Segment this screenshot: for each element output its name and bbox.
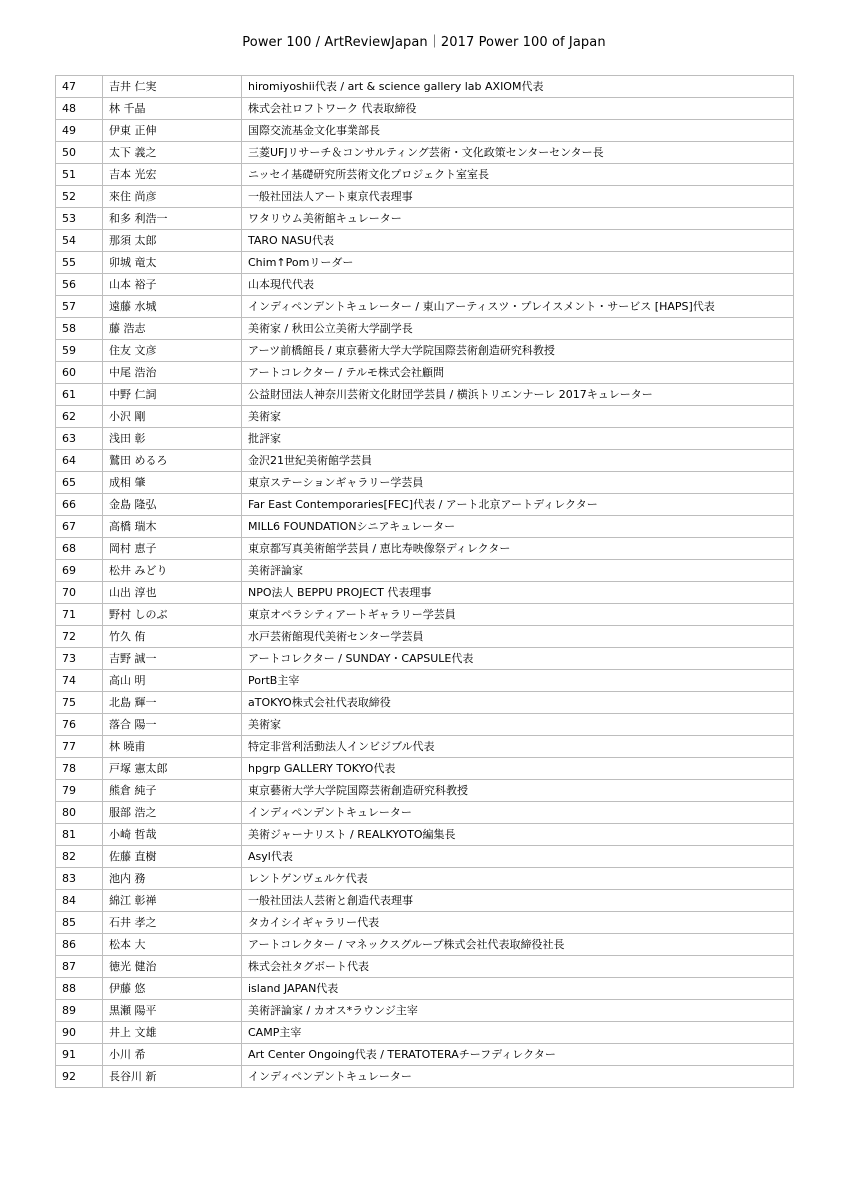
rank-cell: 51 xyxy=(56,164,103,186)
name-cell: 山本 裕子 xyxy=(103,274,242,296)
rank-cell: 69 xyxy=(56,560,103,582)
position-cell: aTOKYO株式会社代表取締役 xyxy=(242,692,794,714)
table-row xyxy=(56,406,794,428)
rank-cell: 91 xyxy=(56,1044,103,1066)
table-row xyxy=(56,956,794,978)
table-row xyxy=(56,934,794,956)
name-cell: 池内 務 xyxy=(103,868,242,890)
table-row xyxy=(56,890,794,912)
name-cell: 高山 明 xyxy=(103,670,242,692)
table-row xyxy=(56,274,794,296)
position-cell: Chim↑Pomリーダー xyxy=(242,252,794,274)
position-cell: hpgrp GALLERY TOKYO代表 xyxy=(242,758,794,780)
rank-cell: 59 xyxy=(56,340,103,362)
table-row xyxy=(56,670,794,692)
rank-cell: 83 xyxy=(56,868,103,890)
name-cell: 中野 仁詞 xyxy=(103,384,242,406)
rank-cell: 67 xyxy=(56,516,103,538)
name-cell: 來住 尚彦 xyxy=(103,186,242,208)
table-row xyxy=(56,1000,794,1022)
rank-cell: 73 xyxy=(56,648,103,670)
table-row xyxy=(56,978,794,1000)
name-cell: 那須 太郎 xyxy=(103,230,242,252)
table-row xyxy=(56,912,794,934)
rank-cell: 82 xyxy=(56,846,103,868)
rank-cell: 56 xyxy=(56,274,103,296)
position-cell: インディペンデントキュレーター / 東山アーティスツ・プレイスメント・サービス [HAPS]代表 xyxy=(242,296,794,318)
name-cell: 徳光 健治 xyxy=(103,956,242,978)
position-cell: 美術家 / 秋田公立美術大学副学長 xyxy=(242,318,794,340)
position-cell: Asyl代表 xyxy=(242,846,794,868)
rank-cell: 71 xyxy=(56,604,103,626)
name-cell: 小沢 剛 xyxy=(103,406,242,428)
position-cell: 東京オペラシティアートギャラリー学芸員 xyxy=(242,604,794,626)
position-cell: Far East Contemporaries[FEC]代表 / アート北京アートディレクター xyxy=(242,494,794,516)
position-cell: 美術評論家 / カオス*ラウンジ主宰 xyxy=(242,1000,794,1022)
rank-cell: 64 xyxy=(56,450,103,472)
rank-cell: 68 xyxy=(56,538,103,560)
position-cell: 株式会社ロフトワーク 代表取締役 xyxy=(242,98,794,120)
position-cell: タカイシイギャラリー代表 xyxy=(242,912,794,934)
name-cell: 浅田 彰 xyxy=(103,428,242,450)
rank-cell: 65 xyxy=(56,472,103,494)
name-cell: 井上 文雄 xyxy=(103,1022,242,1044)
rank-cell: 87 xyxy=(56,956,103,978)
position-cell: 金沢21世紀美術館学芸員 xyxy=(242,450,794,472)
table-row xyxy=(56,98,794,120)
table-row xyxy=(56,736,794,758)
name-cell: 落合 陽一 xyxy=(103,714,242,736)
name-cell: 卯城 竜太 xyxy=(103,252,242,274)
table-row xyxy=(56,714,794,736)
rank-cell: 62 xyxy=(56,406,103,428)
position-cell: 一般社団法人芸術と創造代表理事 xyxy=(242,890,794,912)
table-row xyxy=(56,428,794,450)
position-cell: hiromiyoshii代表 / art & science gallery lab AXIOM代表 xyxy=(242,76,794,98)
rank-cell: 58 xyxy=(56,318,103,340)
rank-cell: 54 xyxy=(56,230,103,252)
rank-cell: 70 xyxy=(56,582,103,604)
name-cell: 中尾 浩治 xyxy=(103,362,242,384)
position-cell: PortB主宰 xyxy=(242,670,794,692)
table-row xyxy=(56,186,794,208)
table-row xyxy=(56,362,794,384)
position-cell: アーツ前橋館長 / 東京藝術大学大学院国際芸術創造研究科教授 xyxy=(242,340,794,362)
name-cell: 高橋 瑞木 xyxy=(103,516,242,538)
rank-cell: 61 xyxy=(56,384,103,406)
position-cell: 美術ジャーナリスト / REALKYOTO編集長 xyxy=(242,824,794,846)
rank-cell: 53 xyxy=(56,208,103,230)
name-cell: 林 千晶 xyxy=(103,98,242,120)
rank-cell: 60 xyxy=(56,362,103,384)
name-cell: 吉野 誠一 xyxy=(103,648,242,670)
position-cell: 東京都写真美術館学芸員 / 恵比寿映像祭ディレクター xyxy=(242,538,794,560)
position-cell: 山本現代代表 xyxy=(242,274,794,296)
name-cell: 吉井 仁実 xyxy=(103,76,242,98)
table-row xyxy=(56,384,794,406)
table-row xyxy=(56,648,794,670)
name-cell: 吉本 光宏 xyxy=(103,164,242,186)
name-cell: 藤 浩志 xyxy=(103,318,242,340)
table-row xyxy=(56,208,794,230)
rank-cell: 89 xyxy=(56,1000,103,1022)
rank-cell: 55 xyxy=(56,252,103,274)
rank-cell: 92 xyxy=(56,1066,103,1088)
name-cell: 山出 淳也 xyxy=(103,582,242,604)
position-cell: island JAPAN代表 xyxy=(242,978,794,1000)
table-row xyxy=(56,164,794,186)
rank-cell: 72 xyxy=(56,626,103,648)
table-row xyxy=(56,1022,794,1044)
table-row xyxy=(56,296,794,318)
name-cell: 松本 大 xyxy=(103,934,242,956)
name-cell: 林 曉甫 xyxy=(103,736,242,758)
rank-cell: 47 xyxy=(56,76,103,98)
ranking-table-body xyxy=(56,76,794,1088)
table-row xyxy=(56,582,794,604)
position-cell: Art Center Ongoing代表 / TERATOTERAチーフディレクター xyxy=(242,1044,794,1066)
position-cell: MILL6 FOUNDATIONシニアキュレーター xyxy=(242,516,794,538)
rank-cell: 81 xyxy=(56,824,103,846)
table-row xyxy=(56,1044,794,1066)
table-row xyxy=(56,604,794,626)
name-cell: 戸塚 憲太郎 xyxy=(103,758,242,780)
name-cell: 成相 肇 xyxy=(103,472,242,494)
rank-cell: 84 xyxy=(56,890,103,912)
name-cell: 綿江 彰禅 xyxy=(103,890,242,912)
position-cell: 特定非営利活動法人インビジブル代表 xyxy=(242,736,794,758)
rank-cell: 48 xyxy=(56,98,103,120)
table-row xyxy=(56,824,794,846)
table-row xyxy=(56,494,794,516)
rank-cell: 50 xyxy=(56,142,103,164)
table-row xyxy=(56,230,794,252)
rank-cell: 85 xyxy=(56,912,103,934)
table-row xyxy=(56,76,794,98)
name-cell: 太下 義之 xyxy=(103,142,242,164)
table-row xyxy=(56,142,794,164)
table-row xyxy=(56,868,794,890)
rank-cell: 78 xyxy=(56,758,103,780)
rank-cell: 77 xyxy=(56,736,103,758)
rank-cell: 66 xyxy=(56,494,103,516)
name-cell: 石井 孝之 xyxy=(103,912,242,934)
table-row xyxy=(56,340,794,362)
name-cell: 和多 利浩一 xyxy=(103,208,242,230)
name-cell: 伊藤 悠 xyxy=(103,978,242,1000)
position-cell: インディペンデントキュレーター xyxy=(242,802,794,824)
table-row xyxy=(56,692,794,714)
table-row xyxy=(56,560,794,582)
position-cell: 批評家 xyxy=(242,428,794,450)
table-row xyxy=(56,758,794,780)
position-cell: 三菱UFJリサーチ＆コンサルティング芸術・文化政策センターセンター長 xyxy=(242,142,794,164)
name-cell: 佐藤 直樹 xyxy=(103,846,242,868)
position-cell: ワタリウム美術館キュレーター xyxy=(242,208,794,230)
position-cell: 東京ステーションギャラリー学芸員 xyxy=(242,472,794,494)
name-cell: 鷲田 めるろ xyxy=(103,450,242,472)
table-row xyxy=(56,538,794,560)
rank-cell: 88 xyxy=(56,978,103,1000)
position-cell: 美術家 xyxy=(242,406,794,428)
rank-cell: 90 xyxy=(56,1022,103,1044)
position-cell: ニッセイ基礎研究所芸術文化プロジェクト室室長 xyxy=(242,164,794,186)
table-row xyxy=(56,120,794,142)
name-cell: 住友 文彦 xyxy=(103,340,242,362)
name-cell: 小崎 哲哉 xyxy=(103,824,242,846)
position-cell: 水戸芸術館現代美術センター学芸員 xyxy=(242,626,794,648)
name-cell: 小川 希 xyxy=(103,1044,242,1066)
rank-cell: 79 xyxy=(56,780,103,802)
name-cell: 竹久 侑 xyxy=(103,626,242,648)
table-row xyxy=(56,516,794,538)
name-cell: 野村 しのぶ xyxy=(103,604,242,626)
name-cell: 長谷川 新 xyxy=(103,1066,242,1088)
rank-cell: 75 xyxy=(56,692,103,714)
position-cell: NPO法人 BEPPU PROJECT 代表理事 xyxy=(242,582,794,604)
name-cell: 金島 隆弘 xyxy=(103,494,242,516)
ranking-table xyxy=(55,75,794,1088)
rank-cell: 76 xyxy=(56,714,103,736)
position-cell: 東京藝術大学大学院国際芸術創造研究科教授 xyxy=(242,780,794,802)
position-cell: 国際交流基金文化事業部長 xyxy=(242,120,794,142)
rank-cell: 57 xyxy=(56,296,103,318)
position-cell: TARO NASU代表 xyxy=(242,230,794,252)
table-row xyxy=(56,1066,794,1088)
rank-cell: 86 xyxy=(56,934,103,956)
table-row xyxy=(56,472,794,494)
position-cell: レントゲンヴェルケ代表 xyxy=(242,868,794,890)
rank-cell: 49 xyxy=(56,120,103,142)
rank-cell: 80 xyxy=(56,802,103,824)
name-cell: 熊倉 純子 xyxy=(103,780,242,802)
position-cell: アートコレクター / SUNDAY・CAPSULE代表 xyxy=(242,648,794,670)
position-cell: 公益財団法人神奈川芸術文化財団学芸員 / 横浜トリエンナーレ 2017キュレーター xyxy=(242,384,794,406)
rank-cell: 74 xyxy=(56,670,103,692)
table-row xyxy=(56,318,794,340)
table-row xyxy=(56,252,794,274)
position-cell: アートコレクター / テルモ株式会社顧問 xyxy=(242,362,794,384)
position-cell: アートコレクター / マネックスグループ株式会社代表取締役社長 xyxy=(242,934,794,956)
position-cell: 株式会社タグボート代表 xyxy=(242,956,794,978)
position-cell: 一般社団法人アート東京代表理事 xyxy=(242,186,794,208)
page-title: Power 100 / ArtReviewJapan｜2017 Power 100 of Japan xyxy=(242,35,606,50)
rank-cell: 52 xyxy=(56,186,103,208)
name-cell: 黒瀬 陽平 xyxy=(103,1000,242,1022)
name-cell: 岡村 恵子 xyxy=(103,538,242,560)
table-row xyxy=(56,802,794,824)
table-row xyxy=(56,846,794,868)
position-cell: インディペンデントキュレーター xyxy=(242,1066,794,1088)
rank-cell: 63 xyxy=(56,428,103,450)
table-row xyxy=(56,626,794,648)
name-cell: 北島 輝一 xyxy=(103,692,242,714)
table-row xyxy=(56,450,794,472)
position-cell: 美術評論家 xyxy=(242,560,794,582)
table-row xyxy=(56,780,794,802)
name-cell: 松井 みどり xyxy=(103,560,242,582)
name-cell: 服部 浩之 xyxy=(103,802,242,824)
position-cell: CAMP主宰 xyxy=(242,1022,794,1044)
position-cell: 美術家 xyxy=(242,714,794,736)
name-cell: 遠藤 水城 xyxy=(103,296,242,318)
name-cell: 伊東 正伸 xyxy=(103,120,242,142)
